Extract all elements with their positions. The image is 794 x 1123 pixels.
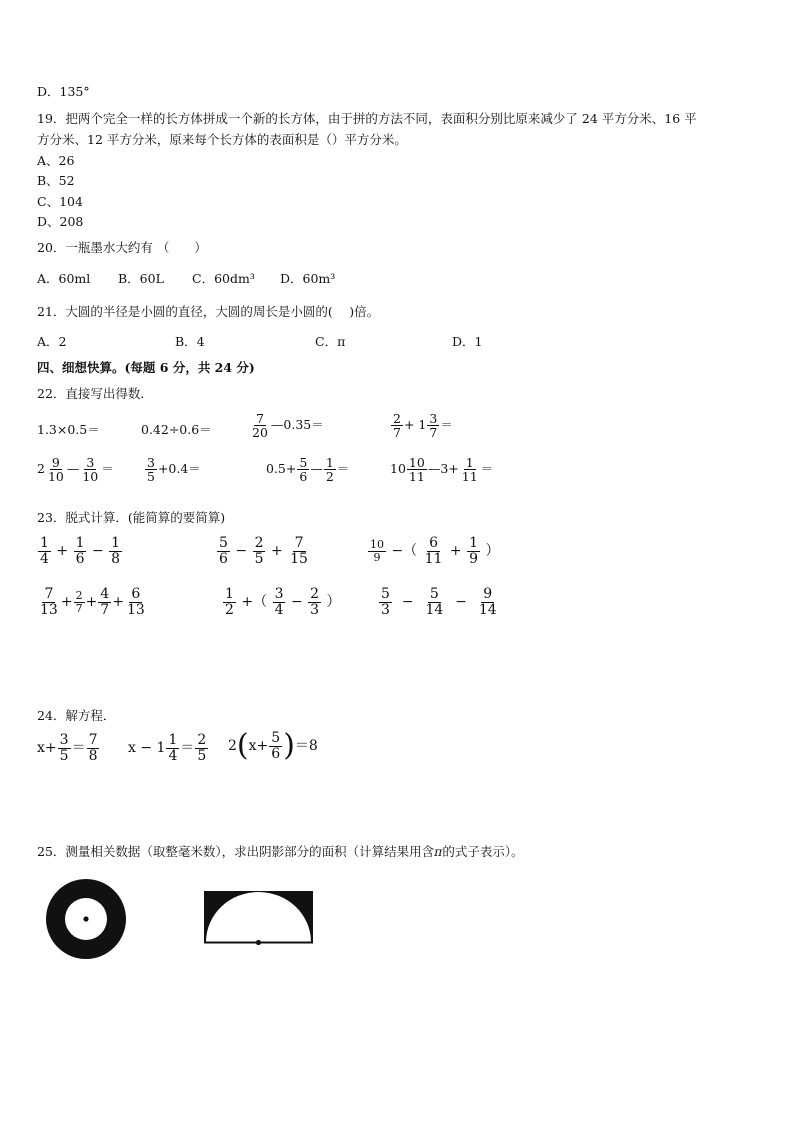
q23-expr-4: $\frac{7}{13}$ + $\frac{2}{7}$ + $\frac{4}{7}$ + $\frac{6}{13}$ xyxy=(40,586,145,618)
q21-option-b: B．4 xyxy=(175,334,205,349)
q22-expr-8: 10 $\frac{10}{11}$ —3+ $\frac{1}{11}$ ＝ xyxy=(390,455,494,485)
q22-expr-1: 1.3×0.5＝ xyxy=(37,422,100,437)
q25-stem: 25．测量相关数据（取整毫米数），求出阴影部分的面积（计算结果用含π的式子表示）。 xyxy=(37,844,524,859)
ring-center-point xyxy=(83,916,88,921)
q22-expr-2: 0.42÷0.6＝ xyxy=(141,422,212,437)
q19-option-d: D、208 xyxy=(37,214,84,229)
q23-expr-5: $\frac{1}{2}$ +（ $\frac{3}{4}$ − $\frac{2}{3}$ ） xyxy=(225,586,341,618)
q24-equation-1: x+ $\frac{3}{5}$ ＝ $\frac{7}{8}$ xyxy=(37,732,98,764)
q19-stem-line1: 19．把两个完全一样的长方体拼成一个新的长方体，由于拼的方法不同，表面积分别比原来减少了 24 平方分米、16 平 xyxy=(37,111,697,126)
q24-stem: 24．解方程． xyxy=(37,708,116,723)
q21-option-a: A．2 xyxy=(37,334,67,349)
q22-expr-7: 0.5+ $\frac{5}{6}$ — $\frac{1}{2}$ ＝ xyxy=(266,455,350,485)
q24-equation-2: x − 1 $\frac{1}{4}$ ＝ $\frac{2}{5}$ xyxy=(128,732,207,764)
q19-option-b: B、52 xyxy=(37,173,75,188)
q24-equation-3: 2 ( x+ $\frac{5}{6}$ ) ＝8 xyxy=(228,728,318,764)
q21-option-c: C．π xyxy=(315,334,346,349)
q20-option-d: D．60m³ xyxy=(280,271,336,286)
q23-stem: 23．脱式计算．(能简算的要简算) xyxy=(37,510,226,525)
q22-stem: 22．直接写出得数． xyxy=(37,386,153,401)
q20-option-b: B．60L xyxy=(118,271,164,286)
ring-figure xyxy=(44,877,128,961)
q19-option-a: A、26 xyxy=(37,153,75,168)
pi-symbol: π xyxy=(434,844,443,859)
q23-expr-1: $\frac{1}{4}$ + $\frac{1}{6}$ − $\frac{1}{8}$ xyxy=(40,535,121,567)
q23-expr-2: $\frac{5}{6}$ − $\frac{2}{5}$ + $\frac{7}{15}$ xyxy=(219,535,308,567)
section-4-heading: 四、细想快算。(每题 6 分，共 24 分) xyxy=(37,360,255,375)
q18-option-d: D．135° xyxy=(37,84,90,99)
semicircle-center-point xyxy=(256,940,261,945)
q22-expr-3: $\frac{7}{20}$ —0.35＝ xyxy=(252,411,324,441)
q22-expr-4: $\frac{2}{7}$ + 1 $\frac{3}{7}$ ＝ xyxy=(393,411,453,441)
q19-stem-line2: 方分米、12 平方分米，原来每个长方体的表面积是（）平方分米。 xyxy=(37,132,407,147)
q22-expr-5: 2 $\frac{9}{10}$ — $\frac{3}{10}$ ＝ xyxy=(37,455,114,485)
q19-option-c: C、104 xyxy=(37,194,83,209)
q23-expr-3: $\frac{10}{9}$ −（ $\frac{6}{11}$ + $\frac{1}{9}$ ） xyxy=(370,535,500,567)
rectangle-semicircle-figure xyxy=(203,890,314,945)
q22-expr-6: $\frac{3}{5}$ +0.4＝ xyxy=(147,455,201,485)
q21-stem: 21．大圆的半径是小圆的直径，大圆的周长是小圆的( )倍。 xyxy=(37,304,380,319)
q21-option-d: D．1 xyxy=(452,334,483,349)
q20-option-c: C．60dm³ xyxy=(192,271,255,286)
q23-expr-6: $\frac{5}{3}$ − $\frac{5}{14}$ − $\frac{9}{14}$ xyxy=(381,586,497,618)
q20-stem: 20．一瓶墨水大约有 （ ） xyxy=(37,240,207,255)
q20-option-a: A．60ml xyxy=(37,271,91,286)
